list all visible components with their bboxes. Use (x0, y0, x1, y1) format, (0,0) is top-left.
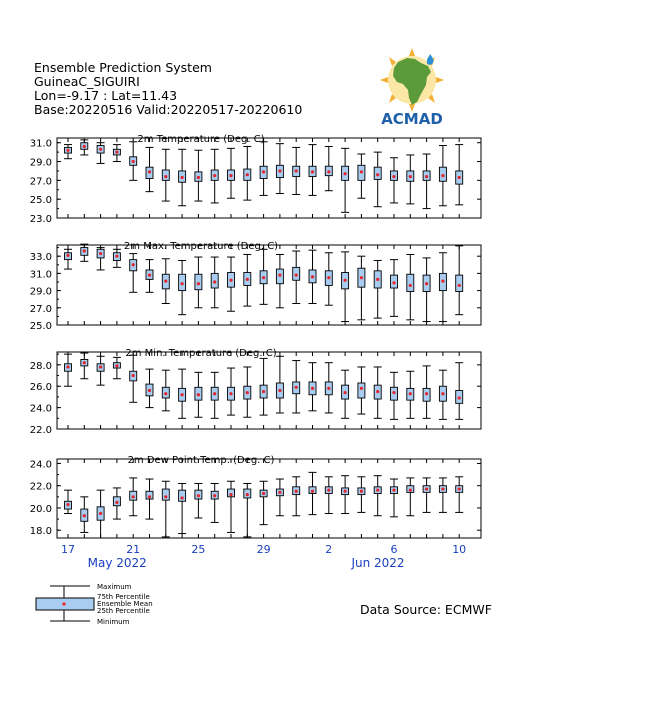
box-day-2 (97, 356, 105, 385)
mean-marker (360, 170, 363, 173)
box-day-3 (113, 145, 121, 162)
mean-marker (458, 396, 461, 399)
mean-marker (344, 279, 347, 282)
mean-marker (376, 173, 379, 176)
box-day-18 (357, 367, 365, 414)
box-day-11 (243, 483, 251, 536)
mean-marker (229, 174, 232, 177)
box-day-11 (243, 146, 251, 200)
legend-min-label: Minimum (97, 618, 130, 626)
mean-marker (278, 274, 281, 277)
panel-title: 2m Temperature (Deg. C) (137, 134, 265, 145)
box-day-16 (325, 363, 333, 413)
box-day-8 (194, 150, 202, 201)
y-tick-label: 18.0 (29, 526, 52, 538)
mean-marker (376, 390, 379, 393)
iqr-box (162, 489, 169, 500)
mean-marker (115, 364, 118, 367)
mean-marker (99, 252, 102, 255)
box-day-9 (211, 372, 219, 418)
y-tick-label: 27.0 (29, 176, 52, 188)
box-day-4 (129, 254, 137, 293)
y-tick-label: 25.0 (29, 195, 52, 207)
mean-marker (197, 282, 200, 285)
box-day-19 (374, 260, 382, 318)
mean-marker (132, 374, 135, 377)
y-tick-label: 22.0 (29, 481, 52, 493)
box-day-12 (260, 358, 268, 415)
mean-marker (115, 501, 118, 504)
mean-marker (83, 145, 86, 148)
x-tick-label: 17 (61, 543, 75, 556)
box-day-2 (97, 490, 105, 538)
box-day-24 (455, 477, 463, 513)
box-day-23 (439, 478, 447, 512)
header-station: GuineaC_SIGUIRI (34, 74, 140, 89)
mean-marker (213, 174, 216, 177)
iqr-box (407, 274, 414, 291)
box-day-13 (276, 479, 284, 516)
box-day-19 (374, 476, 382, 516)
mean-marker (181, 176, 184, 179)
legend-max-label: Maximum (97, 583, 132, 591)
mean-marker (132, 160, 135, 163)
mean-marker (376, 489, 379, 492)
mean-marker (213, 280, 216, 283)
mean-marker (213, 494, 216, 497)
mean-marker (197, 494, 200, 497)
y-tick-label: 25.0 (29, 321, 52, 332)
x-tick-label: 6 (390, 543, 398, 556)
box-day-21 (406, 254, 414, 319)
box-day-18 (357, 477, 365, 513)
box-day-9 (211, 483, 219, 522)
box-day-8 (194, 257, 202, 308)
box-day-15 (309, 472, 317, 514)
box-day-7 (178, 149, 186, 205)
mean-marker (344, 391, 347, 394)
panel-title: 2m Max. Temperature (Deg. C) (123, 241, 279, 252)
box-day-17 (341, 252, 349, 322)
mean-marker (115, 151, 118, 154)
box-day-1 (80, 140, 88, 155)
box-day-0 (64, 249, 72, 269)
panel-4 (30, 455, 481, 538)
box-day-19 (374, 367, 382, 418)
box-day-10 (227, 257, 235, 311)
x-tick-label: 25 (191, 543, 206, 556)
box-day-8 (194, 483, 202, 517)
mean-marker (425, 487, 428, 490)
mean-marker (213, 392, 216, 395)
mean-marker (360, 387, 363, 390)
mean-marker (360, 490, 363, 493)
box-day-24 (455, 246, 463, 315)
box-day-12 (260, 249, 268, 304)
mean-marker (295, 169, 298, 172)
box-day-4 (129, 478, 137, 516)
mean-marker (197, 393, 200, 396)
box-day-2 (97, 143, 105, 164)
mean-marker (327, 276, 330, 279)
mean-marker (295, 386, 298, 389)
box-day-5 (146, 260, 154, 293)
y-tick-label: 20.0 (29, 503, 52, 515)
mean-marker (425, 175, 428, 178)
x-month-label: May 2022 (87, 556, 147, 570)
mean-marker (311, 275, 314, 278)
x-tick-label: 21 (126, 543, 141, 556)
mean-marker (327, 489, 330, 492)
box-day-20 (390, 158, 398, 203)
legend (36, 583, 153, 626)
mean-marker (392, 175, 395, 178)
mean-marker (246, 173, 249, 176)
box-day-11 (243, 254, 251, 306)
mean-marker (99, 365, 102, 368)
y-tick-label: 23.0 (29, 214, 52, 225)
mean-marker (229, 279, 232, 282)
box-day-3 (113, 249, 121, 267)
mean-marker (66, 254, 69, 257)
box-day-3 (113, 357, 121, 378)
mean-marker (376, 278, 379, 281)
mean-marker (262, 390, 265, 393)
mean-marker (132, 495, 135, 498)
panel-3 (30, 348, 481, 436)
mean-marker (441, 280, 444, 283)
box-day-18 (357, 154, 365, 198)
box-day-13 (276, 144, 284, 194)
mean-marker (229, 493, 232, 496)
box-day-23 (439, 253, 447, 322)
mean-marker (66, 503, 69, 506)
box-day-23 (439, 370, 447, 419)
box-day-16 (325, 146, 333, 190)
mean-marker (99, 148, 102, 151)
mean-marker (181, 496, 184, 499)
box-day-15 (309, 250, 317, 303)
box-day-4 (129, 355, 137, 402)
box-day-21 (406, 155, 414, 204)
mean-marker (262, 170, 265, 173)
mean-marker (360, 276, 363, 279)
mean-marker (327, 387, 330, 390)
mean-marker (262, 492, 265, 495)
box-day-12 (260, 481, 268, 524)
box-day-5 (146, 479, 154, 519)
mean-marker (246, 391, 249, 394)
y-tick-label: 33.0 (29, 252, 52, 264)
mean-marker (295, 490, 298, 493)
box-day-16 (325, 477, 333, 514)
iqr-box (456, 275, 463, 291)
mean-marker (66, 149, 69, 152)
mean-marker (83, 514, 86, 517)
mean-marker (409, 489, 412, 492)
box-day-9 (211, 149, 219, 203)
mean-marker (164, 495, 167, 498)
box-day-17 (341, 148, 349, 212)
mean-marker (148, 274, 151, 277)
mean-marker (148, 495, 151, 498)
mean-marker (344, 490, 347, 493)
y-tick-label: 28.0 (29, 360, 52, 372)
box-day-21 (406, 371, 414, 418)
y-tick-label: 27.0 (29, 303, 52, 315)
mean-marker (164, 280, 167, 283)
box-day-18 (357, 256, 365, 320)
box-day-7 (178, 260, 186, 314)
mean-marker (392, 391, 395, 394)
x-tick-label: 2 (325, 543, 333, 556)
box-day-13 (276, 356, 284, 413)
mean-marker (392, 281, 395, 284)
box-day-1 (80, 497, 88, 533)
box-day-20 (390, 372, 398, 419)
box-day-12 (260, 142, 268, 196)
mean-marker (295, 274, 298, 277)
mean-marker (164, 392, 167, 395)
box-day-16 (325, 253, 333, 305)
x-tick-label: 29 (256, 543, 271, 556)
iqr-box (179, 490, 186, 501)
y-tick-label: 24.0 (29, 403, 52, 415)
box-day-23 (439, 146, 447, 206)
box-day-6 (162, 370, 170, 411)
box-day-20 (390, 260, 398, 317)
mean-marker (311, 490, 314, 493)
panel-1 (30, 134, 481, 225)
mean-marker (148, 170, 151, 173)
box-day-14 (292, 477, 300, 516)
mean-marker (441, 392, 444, 395)
logo-text: ACMAD (381, 110, 443, 128)
y-tick-label: 24.0 (29, 459, 52, 471)
mean-marker (441, 174, 444, 177)
box-day-19 (374, 152, 382, 207)
mean-marker (344, 172, 347, 175)
panel-2 (30, 241, 481, 332)
chart-panels (30, 134, 481, 538)
box-day-0 (64, 145, 72, 159)
mean-marker (66, 365, 69, 368)
mean-marker (327, 170, 330, 173)
mean-marker (311, 170, 314, 173)
mean-marker (246, 278, 249, 281)
box-day-20 (390, 479, 398, 517)
box-day-22 (423, 366, 431, 418)
header-base-valid: Base:20220516 Valid:20220517-20220610 (34, 102, 303, 117)
mean-marker (278, 169, 281, 172)
box-day-0 (64, 490, 72, 513)
x-axis (61, 543, 466, 570)
box-day-10 (227, 481, 235, 532)
mean-marker (115, 255, 118, 258)
mean-marker (458, 176, 461, 179)
box-day-24 (455, 363, 463, 420)
box-day-4 (129, 142, 137, 181)
mean-marker (409, 175, 412, 178)
box-day-7 (178, 369, 186, 418)
mean-marker (409, 284, 412, 287)
box-day-24 (455, 145, 463, 205)
box-day-1 (80, 353, 88, 379)
box-day-22 (423, 478, 431, 512)
legend-p25-label: 25th Percentile (97, 607, 150, 615)
box-day-6 (162, 259, 170, 304)
box-day-1 (80, 244, 88, 261)
mean-marker (278, 389, 281, 392)
mean-marker (181, 393, 184, 396)
box-day-21 (406, 478, 414, 516)
box-day-8 (194, 372, 202, 417)
mean-marker (262, 276, 265, 279)
panel-title: 2m Min. Temperature (Deg. C) (125, 348, 277, 359)
y-tick-label: 31.0 (29, 269, 52, 281)
legend-mean-marker (62, 602, 65, 605)
panel-title: 2m Dew Point Temp. (Deg. C) (127, 455, 275, 466)
box-day-14 (292, 361, 300, 413)
mean-marker (197, 176, 200, 179)
box-day-5 (146, 147, 154, 191)
mean-marker (164, 175, 167, 178)
legend-mean-label: Ensemble Mean (97, 600, 153, 608)
mean-marker (458, 284, 461, 287)
mean-marker (148, 389, 151, 392)
mean-marker (99, 512, 102, 515)
y-tick-label: 22.0 (29, 425, 52, 436)
box-day-22 (423, 258, 431, 322)
box-day-6 (162, 481, 170, 537)
box-day-10 (227, 368, 235, 415)
y-tick-label: 29.0 (29, 286, 52, 298)
mean-marker (278, 491, 281, 494)
box-day-7 (178, 483, 186, 533)
box-day-0 (64, 354, 72, 386)
mean-marker (409, 392, 412, 395)
y-tick-label: 31.0 (29, 138, 52, 150)
mean-marker (392, 489, 395, 492)
box-day-17 (341, 476, 349, 514)
box-day-11 (243, 367, 251, 417)
box-day-13 (276, 254, 284, 307)
mean-marker (83, 361, 86, 364)
y-tick-label: 26.0 (29, 382, 52, 394)
mean-marker (425, 282, 428, 285)
mean-marker (132, 263, 135, 266)
header-location: Lon=-9.17 : Lat=11.43 (34, 88, 178, 103)
mean-marker (425, 392, 428, 395)
box-day-5 (146, 369, 154, 408)
header-title: Ensemble Prediction System (34, 60, 212, 75)
box-day-10 (227, 148, 235, 198)
x-tick-label: 10 (452, 543, 467, 556)
iqr-box (358, 383, 365, 398)
iqr-box (195, 274, 202, 289)
mean-marker (441, 487, 444, 490)
box-day-6 (162, 149, 170, 201)
mean-marker (311, 387, 314, 390)
mean-marker (83, 249, 86, 252)
mean-marker (246, 493, 249, 496)
box-day-17 (341, 370, 349, 418)
box-day-14 (292, 147, 300, 194)
y-tick-label: 29.0 (29, 157, 52, 169)
data-source: Data Source: ECMWF (360, 602, 492, 617)
box-day-14 (292, 251, 300, 303)
box-day-2 (97, 248, 105, 270)
box-day-15 (309, 145, 317, 196)
box-day-3 (113, 488, 121, 519)
mean-marker (229, 392, 232, 395)
x-month-label: Jun 2022 (351, 556, 405, 570)
box-day-22 (423, 154, 431, 209)
legend-p75-label: 75th Percentile (97, 593, 150, 601)
mean-marker (458, 487, 461, 490)
mean-marker (181, 282, 184, 285)
box-day-9 (211, 257, 219, 308)
box-day-15 (309, 363, 317, 411)
